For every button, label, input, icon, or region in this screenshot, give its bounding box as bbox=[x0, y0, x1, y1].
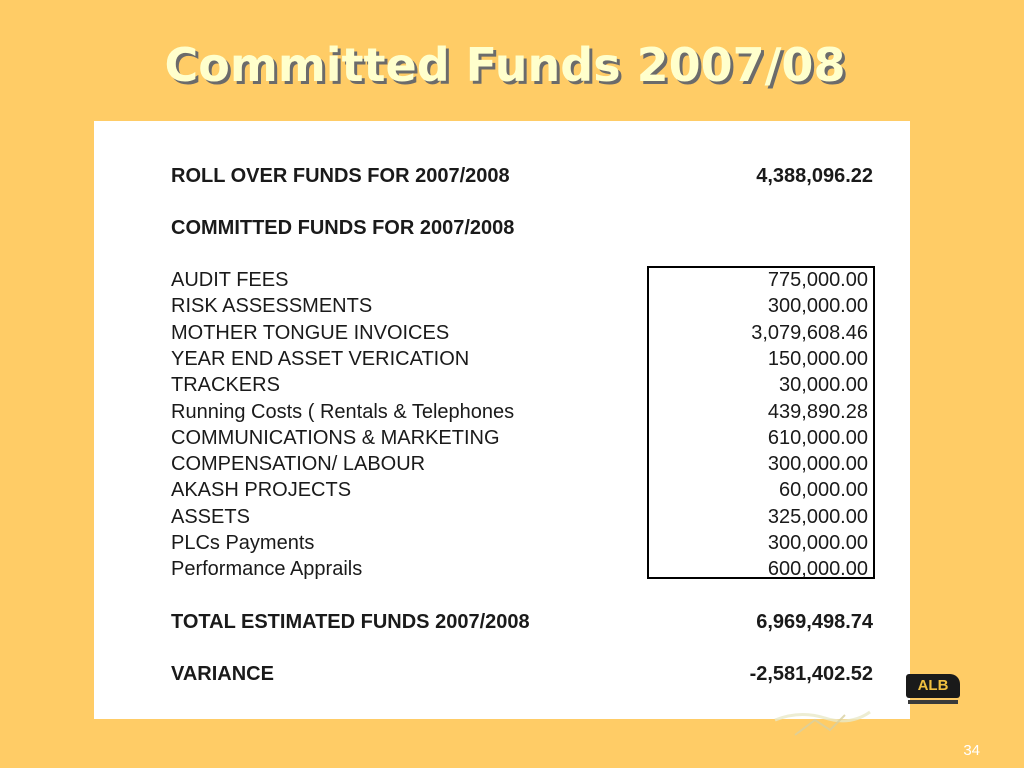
item-label: AUDIT FEES bbox=[171, 269, 289, 291]
variance-value: -2,581,402.52 bbox=[749, 663, 873, 685]
item-label: TRACKERS bbox=[171, 374, 280, 397]
item-value: 60,000.00 bbox=[779, 479, 868, 502]
rollover-label: ROLL OVER FUNDS FOR 2007/2008 bbox=[171, 165, 510, 187]
list-item bbox=[171, 267, 873, 293]
company-logo bbox=[906, 670, 962, 710]
list-item bbox=[171, 504, 873, 530]
item-label: RISK ASSESSMENTS bbox=[171, 295, 373, 318]
total-value: 6,969,498.74 bbox=[756, 611, 873, 633]
total-label: TOTAL ESTIMATED FUNDS 2007/2008 bbox=[171, 611, 530, 633]
item-value: 300,000.00 bbox=[767, 532, 868, 554]
list-item bbox=[171, 477, 873, 503]
logo-badge: ALB bbox=[906, 674, 960, 698]
rollover-row bbox=[171, 163, 873, 189]
variance-row bbox=[171, 661, 873, 687]
item-value: 300,000.00 bbox=[767, 295, 868, 318]
item-value: 439,890.28 bbox=[767, 400, 868, 423]
logo-underline bbox=[908, 700, 958, 704]
item-label: YEAR END ASSET VERICATION bbox=[171, 347, 470, 370]
item-value: 3,079,608.46 bbox=[751, 321, 868, 344]
item-label: AKASH PROJECTS bbox=[171, 479, 352, 502]
item-label: Running Costs ( Rentals & Telephones bbox=[171, 400, 515, 423]
item-label: ASSETS bbox=[171, 505, 250, 528]
list-item bbox=[171, 320, 873, 346]
list-item bbox=[171, 425, 873, 451]
item-label: Performance Apprails bbox=[171, 558, 363, 581]
item-value: 150,000.00 bbox=[767, 347, 868, 370]
list-item bbox=[171, 346, 873, 372]
list-item bbox=[171, 399, 873, 425]
committed-heading-row bbox=[171, 215, 873, 241]
item-value: 600,000.00 bbox=[767, 558, 868, 581]
list-item bbox=[171, 556, 873, 582]
variance-label: VARIANCE bbox=[171, 663, 274, 685]
item-label: COMMUNICATIONS & MARKETING bbox=[171, 426, 500, 449]
slide-title: Committed Funds 2007/08 bbox=[164, 38, 846, 92]
item-label: PLCs Payments bbox=[171, 532, 315, 554]
item-value: 325,000.00 bbox=[767, 505, 868, 528]
item-label: MOTHER TONGUE INVOICES bbox=[171, 321, 450, 344]
list-item bbox=[171, 372, 873, 398]
item-value: 610,000.00 bbox=[767, 426, 868, 449]
item-label: COMPENSATION/ LABOUR bbox=[171, 453, 426, 476]
item-value: 775,000.00 bbox=[767, 269, 868, 291]
rollover-value: 4,388,096.22 bbox=[756, 165, 873, 187]
committed-heading: COMMITTED FUNDS FOR 2007/2008 bbox=[171, 217, 515, 239]
funds-table bbox=[94, 121, 910, 719]
list-item bbox=[171, 293, 873, 319]
list-item bbox=[171, 451, 873, 477]
item-value: 300,000.00 bbox=[767, 453, 868, 476]
logo-swirl-graphic bbox=[770, 690, 880, 740]
total-row bbox=[171, 609, 873, 635]
item-value: 30,000.00 bbox=[779, 374, 868, 397]
page-number: 34 bbox=[963, 742, 980, 759]
list-item bbox=[171, 530, 873, 556]
